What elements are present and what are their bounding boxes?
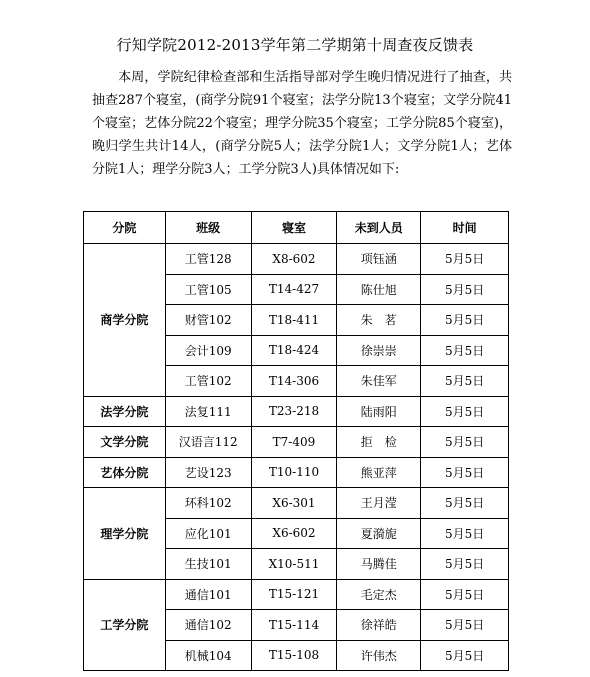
time-cell: 5月5日 [421, 366, 509, 397]
absent-cell: 夏漪旎 [337, 518, 421, 549]
class-cell: 工管105 [165, 274, 251, 305]
time-cell: 5月5日 [421, 488, 509, 519]
dorm-cell: T18-411 [251, 305, 337, 336]
header-dept: 分院 [84, 212, 166, 244]
table-header-row [84, 212, 509, 244]
table-row [84, 427, 509, 458]
absent-cell: 陈仕旭 [337, 274, 421, 305]
absent-cell: 项钰涵 [337, 244, 421, 275]
table-row [84, 396, 509, 427]
dorm-cell: T14-306 [251, 366, 337, 397]
header-class: 班级 [165, 212, 251, 244]
table-body [84, 244, 509, 671]
dorm-cell: T15-108 [251, 640, 337, 671]
dorm-cell: X8-602 [251, 244, 337, 275]
dorm-cell: T18-424 [251, 335, 337, 366]
dorm-cell: T14-427 [251, 274, 337, 305]
dept-cell: 工学分院 [84, 579, 166, 671]
class-cell: 通信102 [165, 610, 251, 641]
class-cell: 会计109 [165, 335, 251, 366]
absent-cell: 徐崇崇 [337, 335, 421, 366]
class-cell: 通信101 [165, 579, 251, 610]
dept-cell: 法学分院 [84, 396, 166, 427]
dorm-cell: X6-602 [251, 518, 337, 549]
time-cell: 5月5日 [421, 396, 509, 427]
header-time: 时间 [421, 212, 509, 244]
absent-cell: 马腾佳 [337, 549, 421, 580]
class-cell: 汉语言112 [165, 427, 251, 458]
absent-cell: 毛定杰 [337, 579, 421, 610]
class-cell: 环科102 [165, 488, 251, 519]
absent-cell: 许伟杰 [337, 640, 421, 671]
table-row [84, 488, 509, 519]
class-cell: 财管102 [165, 305, 251, 336]
time-cell: 5月5日 [421, 244, 509, 275]
table-row [84, 457, 509, 488]
time-cell: 5月5日 [421, 335, 509, 366]
report-table [83, 211, 509, 671]
intro-paragraph [92, 66, 512, 181]
absent-cell: 王月滢 [337, 488, 421, 519]
header-dorm: 寝室 [251, 212, 337, 244]
absent-cell: 朱 茗 [337, 305, 421, 336]
class-cell: 工管128 [165, 244, 251, 275]
absent-cell: 陆雨阳 [337, 396, 421, 427]
time-cell: 5月5日 [421, 640, 509, 671]
dept-cell: 文学分院 [84, 427, 166, 458]
time-cell: 5月5日 [421, 274, 509, 305]
table-row [84, 579, 509, 610]
time-cell: 5月5日 [421, 457, 509, 488]
dorm-cell: T23-218 [251, 396, 337, 427]
absent-cell: 徐祥皓 [337, 610, 421, 641]
dorm-cell: T7-409 [251, 427, 337, 458]
absent-cell: 熊亚萍 [337, 457, 421, 488]
intro-text: 本周，学院纪律检查部和生活指导部对学生晚归情况进行了抽查，共抽查287个寝室，(商学分院91个寝室；法学分院13个寝室；文学分院41个寝室；艺体分院22个寝室；理学分院35个寝室；工学分院85个寝室)，晚归学生共计14人，(商学分院5人；法学分院1人；文学分院1人；艺体分院1人；理学分院3人；工学分院3人)具体情况如下: [92, 70, 512, 177]
dorm-cell: T15-114 [251, 610, 337, 641]
document-title: 行知学院2012-2013学年第二学期第十周查夜反馈表 [116, 36, 474, 54]
dorm-cell: X6-301 [251, 488, 337, 519]
absent-cell: 朱佳军 [337, 366, 421, 397]
dorm-cell: T15-121 [251, 579, 337, 610]
class-cell: 机械104 [165, 640, 251, 671]
class-cell: 艺设123 [165, 457, 251, 488]
dept-cell: 艺体分院 [84, 457, 166, 488]
dorm-cell: T10-110 [251, 457, 337, 488]
time-cell: 5月5日 [421, 549, 509, 580]
header-absent: 未到人员 [337, 212, 421, 244]
time-cell: 5月5日 [421, 579, 509, 610]
class-cell: 应化101 [165, 518, 251, 549]
time-cell: 5月5日 [421, 610, 509, 641]
dept-cell: 商学分院 [84, 244, 166, 397]
time-cell: 5月5日 [421, 305, 509, 336]
dept-cell: 理学分院 [84, 488, 166, 580]
class-cell: 法复111 [165, 396, 251, 427]
dorm-cell: X10-511 [251, 549, 337, 580]
table-row [84, 244, 509, 275]
time-cell: 5月5日 [421, 427, 509, 458]
time-cell: 5月5日 [421, 518, 509, 549]
class-cell: 工管102 [165, 366, 251, 397]
class-cell: 生技101 [165, 549, 251, 580]
absent-cell: 拒 检 [337, 427, 421, 458]
